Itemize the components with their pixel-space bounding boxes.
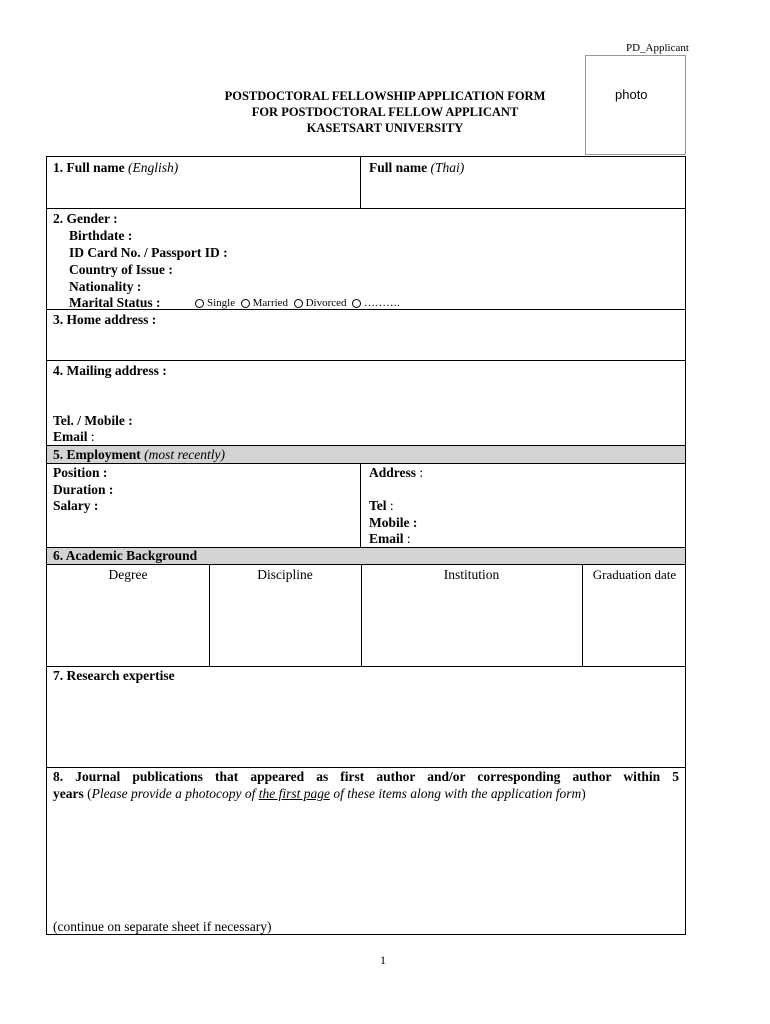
country-of-issue-field[interactable]: Country of Issue :: [69, 262, 173, 277]
marital-option-divorced[interactable]: Divorced: [294, 297, 347, 309]
radio-circle-icon: [241, 299, 250, 308]
duration-field[interactable]: Duration :: [53, 482, 114, 497]
publications-heading: 8. Journal publications that appeared as first author and/or corresponding author within 5: [53, 769, 679, 784]
radio-circle-icon: [195, 299, 204, 308]
marital-option-other[interactable]: ……….: [352, 297, 400, 309]
full-name-english-field[interactable]: 1. Full name (English): [53, 160, 179, 175]
full-name-thai-field[interactable]: Full name (Thai): [369, 160, 465, 175]
radio-circle-icon: [352, 299, 361, 308]
employment-address-field[interactable]: Address :: [369, 465, 424, 480]
employment-email-field[interactable]: Email :: [369, 531, 411, 546]
title-line-3: KASETSART UNIVERSITY: [306, 121, 464, 135]
column-institution: Institution: [443, 567, 500, 582]
title-line-1: POSTDOCTORAL FELLOWSHIP APPLICATION FORM: [224, 89, 546, 103]
column-graduation-date: Graduation date: [592, 567, 677, 582]
employment-heading: 5. Employment (most recently): [53, 447, 225, 462]
position-field[interactable]: Position :: [53, 465, 108, 480]
page-number: 1: [380, 953, 386, 967]
id-card-field[interactable]: ID Card No. / Passport ID :: [69, 245, 228, 260]
home-address-field[interactable]: 3. Home address :: [53, 312, 157, 327]
academic-background-heading: 6. Academic Background: [53, 548, 198, 563]
research-expertise-field[interactable]: 7. Research expertise: [53, 668, 175, 683]
marital-status-label: Marital Status :: [69, 295, 161, 310]
application-form-table: [46, 156, 686, 935]
employment-tel-field[interactable]: Tel :: [369, 498, 394, 513]
continue-note: (continue on separate sheet if necessary): [53, 919, 272, 934]
photo-label: photo: [615, 87, 648, 102]
marital-option-single[interactable]: Single: [195, 297, 235, 309]
column-discipline: Discipline: [257, 567, 313, 582]
marital-option-married[interactable]: Married: [241, 297, 288, 309]
birthdate-field[interactable]: Birthdate :: [69, 228, 133, 243]
employment-mobile-field[interactable]: Mobile :: [369, 515, 418, 530]
radio-circle-icon: [294, 299, 303, 308]
salary-field[interactable]: Salary :: [53, 498, 99, 513]
marital-status-options: [195, 295, 400, 312]
gender-field[interactable]: 2. Gender :: [53, 211, 118, 226]
nationality-field[interactable]: Nationality :: [69, 279, 142, 294]
form-code: PD_Applicant: [626, 42, 689, 54]
publications-instructions: years (Please provide a photocopy of the first page of these items along with the application form): [53, 786, 586, 801]
column-degree: Degree: [108, 567, 148, 582]
title-line-2: FOR POSTDOCTORAL FELLOW APPLICANT: [251, 105, 519, 119]
form-title: [150, 88, 620, 136]
email-field[interactable]: Email :: [53, 429, 95, 444]
mailing-address-field[interactable]: 4. Mailing address :: [53, 363, 167, 378]
tel-mobile-field[interactable]: Tel. / Mobile :: [53, 413, 133, 428]
